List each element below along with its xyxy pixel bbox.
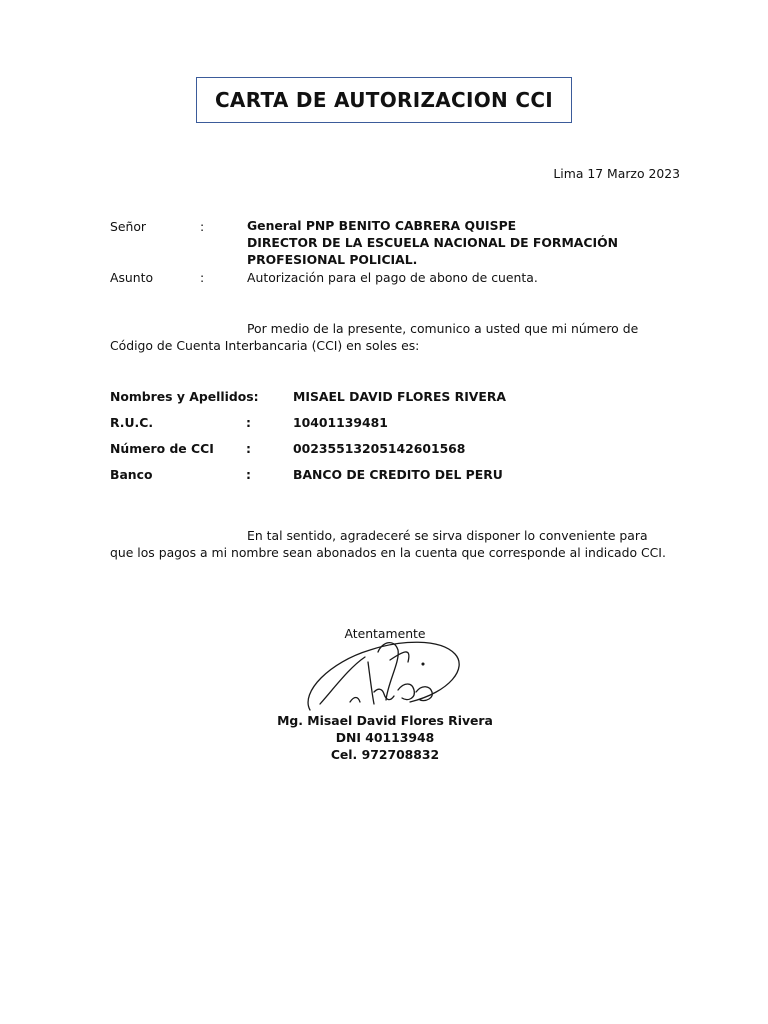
detail-value-name: MISAEL DAVID FLORES RIVERA: [293, 389, 506, 404]
detail-label-ruc: R.U.C.: [110, 415, 154, 430]
detail-label-bank: Banco: [110, 467, 153, 482]
recipient-line-1: General PNP BENITO CABRERA QUISPE: [247, 218, 517, 233]
senor-label: Señor: [110, 219, 147, 234]
recipient-line-2: DIRECTOR DE LA ESCUELA NACIONAL DE FORMACIÓN: [247, 235, 618, 250]
handwritten-signature: [290, 632, 470, 722]
senor-colon: :: [200, 219, 205, 234]
closing-paragraph: [110, 527, 670, 561]
detail-colon-cci: :: [246, 441, 251, 456]
asunto-label: Asunto: [110, 270, 154, 285]
detail-label-name: Nombres y Apellidos:: [110, 389, 259, 404]
detail-value-bank: BANCO DE CREDITO DEL PERU: [293, 467, 503, 482]
document-title: CARTA DE AUTORIZACION CCI: [214, 88, 554, 112]
detail-colon-bank: :: [246, 467, 251, 482]
recipient-line-3: PROFESIONAL POLICIAL.: [247, 252, 418, 267]
title-box: [196, 77, 572, 123]
salutation: Atentamente: [344, 626, 426, 641]
detail-colon-ruc: :: [246, 415, 251, 430]
closing-paragraph-text: En tal sentido, agradeceré se sirva disponer lo conveniente para que los pagos a mi nombre sean abonados en la cuenta que corresponde al indicado CCI.: [110, 528, 666, 560]
detail-value-ruc: 10401139481: [293, 415, 388, 430]
detail-value-cci: 00235513205142601568: [293, 441, 466, 456]
intro-paragraph: [110, 320, 670, 354]
signer-cel: Cel. 972708832: [330, 747, 440, 762]
signer-name: Mg. Misael David Flores Rivera: [277, 713, 493, 728]
detail-label-cci: Número de CCI: [110, 441, 214, 456]
intro-paragraph-text: Por medio de la presente, comunico a usted que mi número de Código de Cuenta Interbancaria (CCI) en soles es:: [110, 321, 639, 353]
letter-date: Lima 17 Marzo 2023: [553, 166, 680, 181]
asunto-value: Autorización para el pago de abono de cuenta.: [247, 270, 538, 285]
asunto-colon: :: [200, 270, 205, 285]
signer-dni: DNI 40113948: [335, 730, 435, 745]
